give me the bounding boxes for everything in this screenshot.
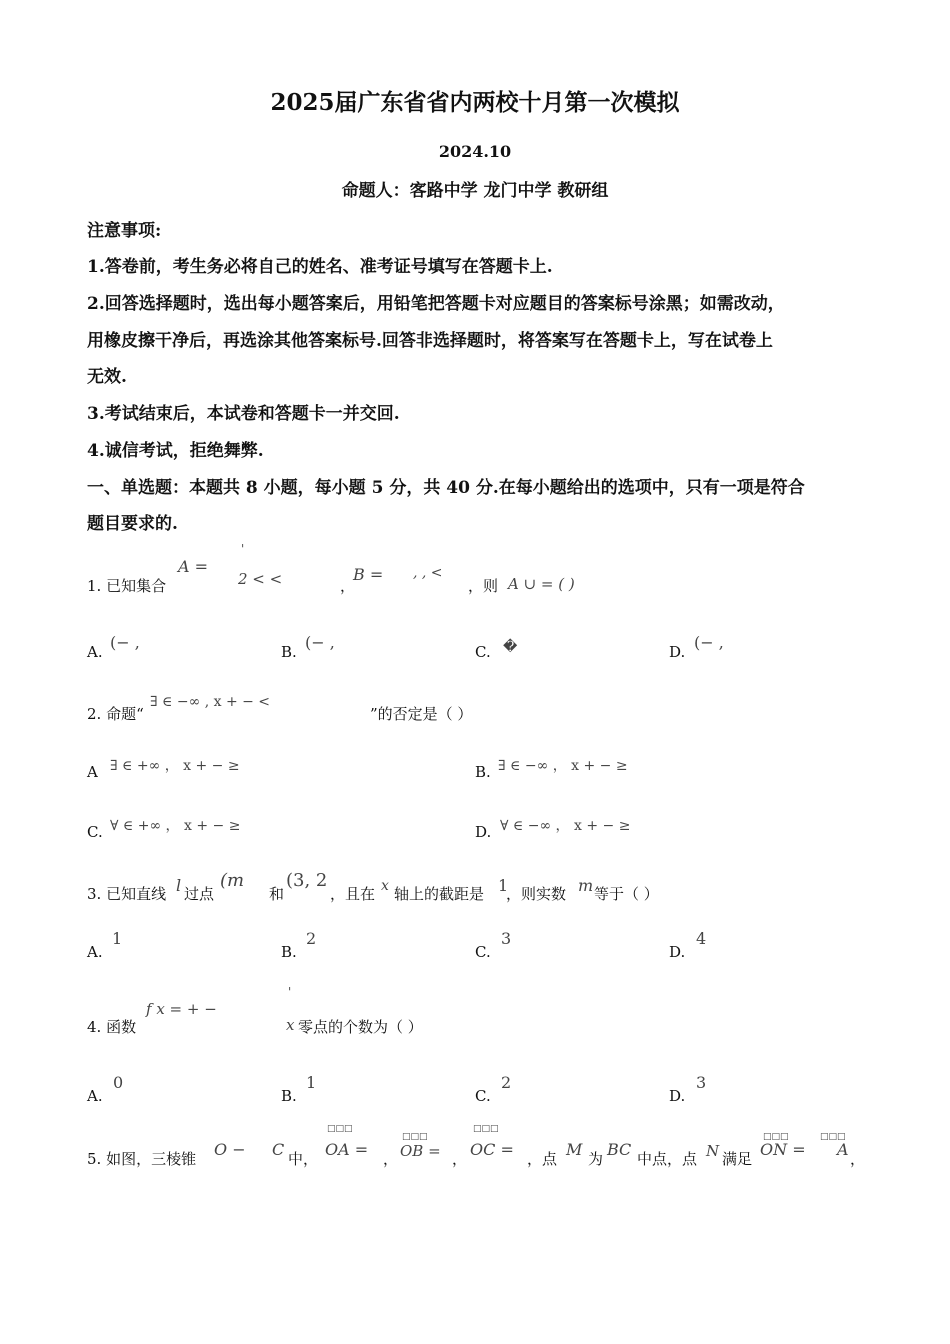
q3-text-7: 等于（ ） bbox=[594, 885, 659, 903]
q5-vector-oa: OA = bbox=[325, 1140, 369, 1159]
q5-text-2: 中， bbox=[288, 1150, 319, 1168]
section-heading-line-1: 一、单选题：本题共 8 小题，每小题 5 分，共 40 分.在每小题给出的选项中，只有一项是符合 bbox=[87, 478, 805, 498]
q5-point-n: N bbox=[706, 1142, 720, 1160]
q3-text-5: 轴上的截距是 bbox=[394, 885, 485, 903]
q5-comma-1: ， bbox=[383, 1150, 399, 1168]
q5-oc-arrow: □□□ bbox=[473, 1124, 499, 1134]
exam-date: 2024.10 bbox=[438, 142, 512, 161]
q1-prefix: 1. 已知集合 bbox=[87, 577, 167, 595]
q5-end: ， bbox=[850, 1150, 866, 1168]
q1-option-a: (− , bbox=[110, 633, 140, 652]
q3-text-3: 和 bbox=[269, 885, 285, 903]
q5-vector-a: A bbox=[837, 1140, 849, 1159]
q3-point-2: (3, 2 bbox=[286, 870, 328, 891]
q4-text-2: 零点的个数为（ ） bbox=[298, 1018, 423, 1036]
q2-expression: ∃ ∈ −∞ , x + − < bbox=[150, 694, 271, 710]
q1-set-b-frag: , , < bbox=[413, 565, 443, 581]
q2-prefix: 2. 命题“ bbox=[87, 705, 144, 723]
q3-var-m: m bbox=[578, 876, 594, 895]
q3-text-2: 过点 bbox=[184, 885, 215, 903]
q4-option-b-label[interactable]: B. bbox=[281, 1087, 297, 1105]
q5-oa-arrow: □□□ bbox=[327, 1124, 353, 1134]
q5-comma-2: ， bbox=[452, 1150, 468, 1168]
q5-segment-bc: BC bbox=[607, 1140, 632, 1159]
q3-option-a-label[interactable]: A. bbox=[87, 943, 103, 961]
q5-text-1: 5. 如图，三棱锥 bbox=[87, 1150, 197, 1168]
q3-line-l: l bbox=[176, 876, 182, 895]
q5-pyramid-o: O − bbox=[214, 1140, 246, 1159]
q5-vector-on: ON = bbox=[760, 1140, 806, 1159]
q2-option-a: ∃ ∈ +∞ ， x + − ≥ bbox=[110, 758, 240, 774]
q3-option-c-label[interactable]: C. bbox=[475, 943, 491, 961]
note-item-2-line-3: 无效. bbox=[87, 367, 127, 387]
q4-option-c: 2 bbox=[501, 1073, 512, 1092]
q4-option-c-label[interactable]: C. bbox=[475, 1087, 491, 1105]
q5-text-3: ，点 bbox=[527, 1150, 558, 1168]
q4-option-a-label[interactable]: A. bbox=[87, 1087, 103, 1105]
q5-pyramid-c: C bbox=[272, 1140, 285, 1159]
q2-option-a-label[interactable]: A bbox=[87, 763, 98, 781]
q4-option-d: 3 bbox=[696, 1073, 707, 1092]
q3-option-b-label[interactable]: B. bbox=[281, 943, 297, 961]
q5-on-arrow: □□□ bbox=[763, 1132, 789, 1142]
q1-union: A ∪ = ( ) bbox=[508, 575, 575, 593]
q4-expr-mark: ' bbox=[288, 985, 292, 999]
q3-point-1: (m bbox=[220, 870, 245, 891]
q2-option-b: ∃ ∈ −∞ ， x + − ≥ bbox=[498, 758, 628, 774]
q1-set-a-frag: 2 < < bbox=[238, 570, 283, 588]
q1-option-d-label[interactable]: D. bbox=[669, 643, 686, 661]
note-item-3: 3.考试结束后，本试卷和答题卡一并交回. bbox=[87, 404, 400, 424]
q5-ob-arrow: □□□ bbox=[402, 1132, 428, 1142]
q3-intercept: 1 bbox=[498, 876, 509, 895]
q1-comma-2: ，则 bbox=[468, 577, 499, 595]
q2-option-d-label[interactable]: D. bbox=[475, 823, 492, 841]
q3-text-6: ，则实数 bbox=[506, 885, 567, 903]
section-heading-line-2: 题目要求的. bbox=[87, 514, 178, 534]
q5-text-5: 中点，点 bbox=[637, 1150, 698, 1168]
q5-point-m: M bbox=[566, 1140, 583, 1159]
q1-set-b: B = bbox=[353, 565, 384, 584]
q5-text-4: 为 bbox=[588, 1150, 604, 1168]
q4-option-b: 1 bbox=[306, 1073, 317, 1092]
q3-axis-x: x bbox=[381, 878, 389, 894]
q5-oa2-arrow: □□□ bbox=[820, 1132, 846, 1142]
q1-set-a: A = bbox=[178, 557, 209, 576]
note-item-2-line-2: 用橡皮擦干净后，再选涂其他答案标号.回答非选择题时，将答案写在答题卡上，写在试卷上 bbox=[87, 331, 773, 351]
q5-vector-oc: OC = bbox=[470, 1140, 514, 1159]
note-item-4: 4.诚信考试，拒绝舞弊. bbox=[87, 441, 264, 461]
note-item-1: 1.答卷前，考生务必将自己的姓名、准考证号填写在答题卡上. bbox=[87, 257, 553, 277]
q3-option-c: 3 bbox=[501, 929, 512, 948]
q1-option-a-label[interactable]: A. bbox=[87, 643, 103, 661]
page-title: 2025届广东省省内两校十月第一次模拟 bbox=[270, 89, 680, 116]
q2-option-b-label[interactable]: B. bbox=[475, 763, 491, 781]
q1-option-c: � bbox=[503, 639, 518, 655]
q4-var-x: x bbox=[286, 1016, 295, 1034]
q4-option-a: 0 bbox=[113, 1073, 124, 1092]
q1-option-c-label[interactable]: C. bbox=[475, 643, 491, 661]
q2-suffix: ”的否定是（ ） bbox=[370, 705, 473, 723]
q1-set-a-mark: ' bbox=[241, 542, 245, 556]
q3-option-d: 4 bbox=[696, 929, 707, 948]
q4-expression: f x = + − bbox=[146, 1000, 217, 1018]
q1-option-b-label[interactable]: B. bbox=[281, 643, 297, 661]
exam-author: 命题人：客路中学 龙门中学 教研组 bbox=[341, 181, 609, 201]
q1-comma-1: ， bbox=[340, 577, 356, 595]
q5-text-6: 满足 bbox=[722, 1150, 753, 1168]
q4-text-1: 4. 函数 bbox=[87, 1018, 137, 1036]
q1-option-b: (− , bbox=[305, 633, 335, 652]
q2-option-c-label[interactable]: C. bbox=[87, 823, 103, 841]
q2-option-d: ∀ ∈ −∞ ， x + − ≥ bbox=[500, 818, 631, 834]
q5-vector-ob: OB = bbox=[400, 1142, 441, 1160]
q3-text-1: 3. 已知直线 bbox=[87, 885, 167, 903]
q2-option-c: ∀ ∈ +∞ ， x + − ≥ bbox=[110, 818, 241, 834]
q1-option-d: (− , bbox=[694, 633, 724, 652]
note-item-2-line-1: 2.回答选择题时，选出每小题答案后，用铅笔把答题卡对应题目的答案标号涂黑；如需改动， bbox=[87, 294, 785, 314]
q3-option-a: 1 bbox=[112, 929, 123, 948]
notes-heading: 注意事项: bbox=[87, 221, 162, 241]
q3-option-d-label[interactable]: D. bbox=[669, 943, 686, 961]
q4-option-d-label[interactable]: D. bbox=[669, 1087, 686, 1105]
q3-text-4: ，且在 bbox=[330, 885, 376, 903]
q3-option-b: 2 bbox=[306, 929, 317, 948]
